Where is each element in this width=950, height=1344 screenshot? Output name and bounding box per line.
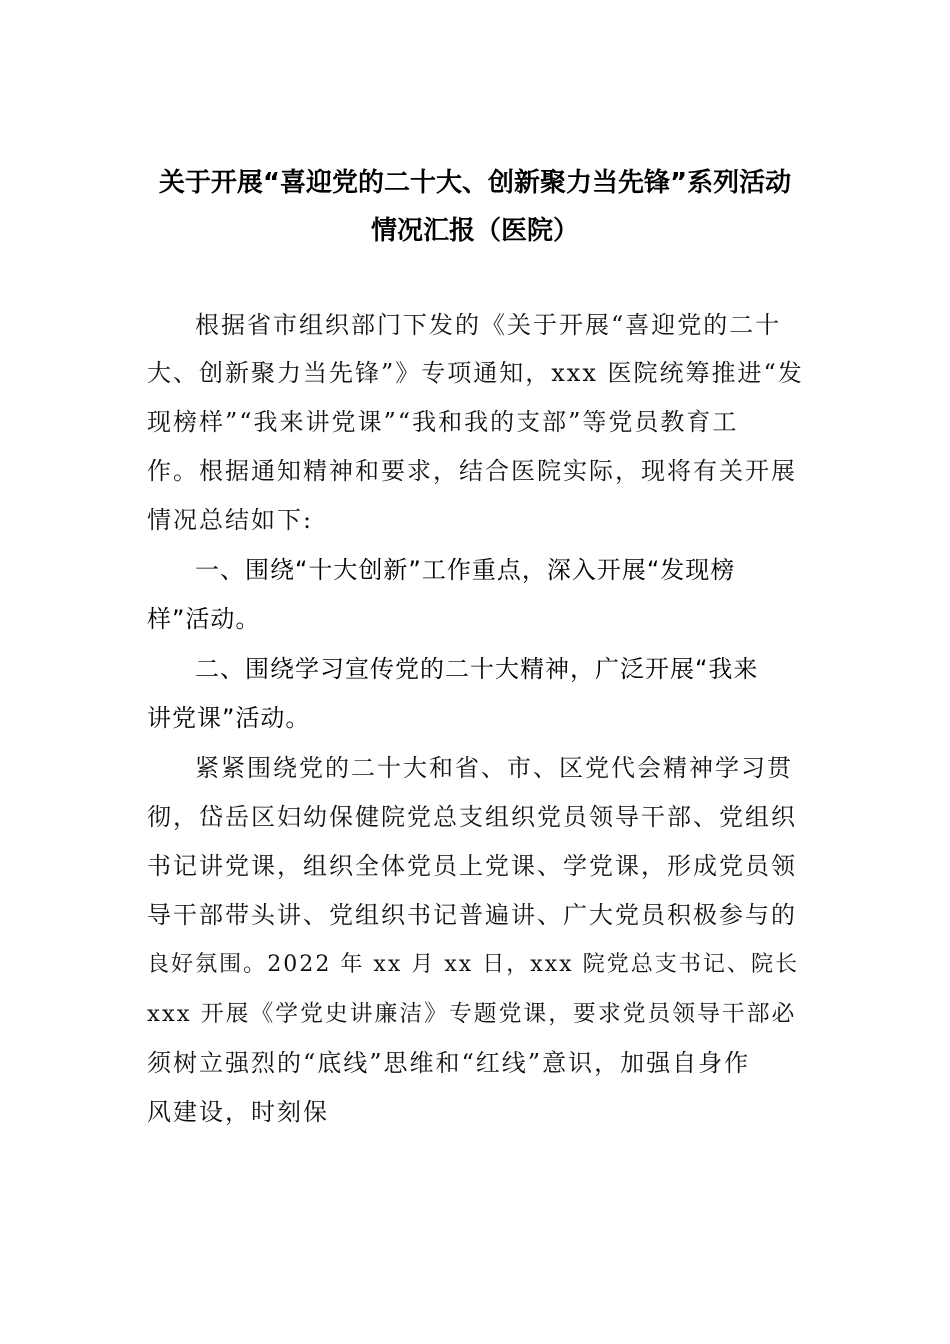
paragraph-1-line-4: 作。根据通知精神和要求，结合医院实际，现将有关开展 — [147, 457, 797, 485]
section-heading-2-line-1: 二、围绕学习宣传党的二十大精神，广泛开展“我来 — [195, 655, 759, 683]
paragraph-1-line-1: 根据省市组织部门下发的《关于开展“喜迎党的二十 — [195, 311, 782, 339]
section-heading-1-line-1: 一、围绕“十大创新”工作重点，深入开展“发现榜 — [195, 556, 736, 584]
document-title-line-2: 情况汇报（医院） — [370, 216, 579, 246]
paragraph-1-line-2: 大、创新聚力当先锋”》专项通知，xxx 医院统筹推进“发 — [147, 359, 804, 387]
paragraph-2-line-8: 风建设，时刻保 — [147, 1098, 329, 1126]
paragraph-2-line-6: xxx 开展《学党史讲廉洁》专题党课，要求党员领导干部必 — [147, 1001, 797, 1027]
paragraph-2-line-3: 书记讲党课，组织全体党员上党课、学党课，形成党员领 — [147, 852, 797, 880]
paragraph-1-line-3: 现榜样”“我来讲党课”“我和我的支部”等党员教育工 — [147, 408, 739, 436]
paragraph-1-line-5: 情况总结如下: — [147, 506, 314, 534]
paragraph-2-line-1: 紧紧围绕党的二十大和省、市、区党代会精神学习贯 — [195, 754, 793, 782]
paragraph-2-line-2: 彻，岱岳区妇幼保健院党总支组织党员领导干部、党组织 — [147, 803, 797, 831]
document-title-line-1: 关于开展“喜迎党的二十大、创新聚力当先锋”系列活动 — [158, 168, 792, 198]
paragraph-2-line-4: 导干部带头讲、党组织书记普遍讲、广大党员积极参与的 — [147, 901, 797, 929]
section-heading-2-line-2: 讲党课”活动。 — [147, 704, 311, 732]
paragraph-2-line-7: 须树立强烈的“底线”思维和“红线”意识，加强自身作 — [147, 1049, 751, 1077]
section-heading-1-line-2: 样”活动。 — [147, 605, 261, 633]
paragraph-2-line-5: 良好氛围。2022 年 xx 月 xx 日，xxx 院党总支书记、院长 — [147, 952, 800, 977]
